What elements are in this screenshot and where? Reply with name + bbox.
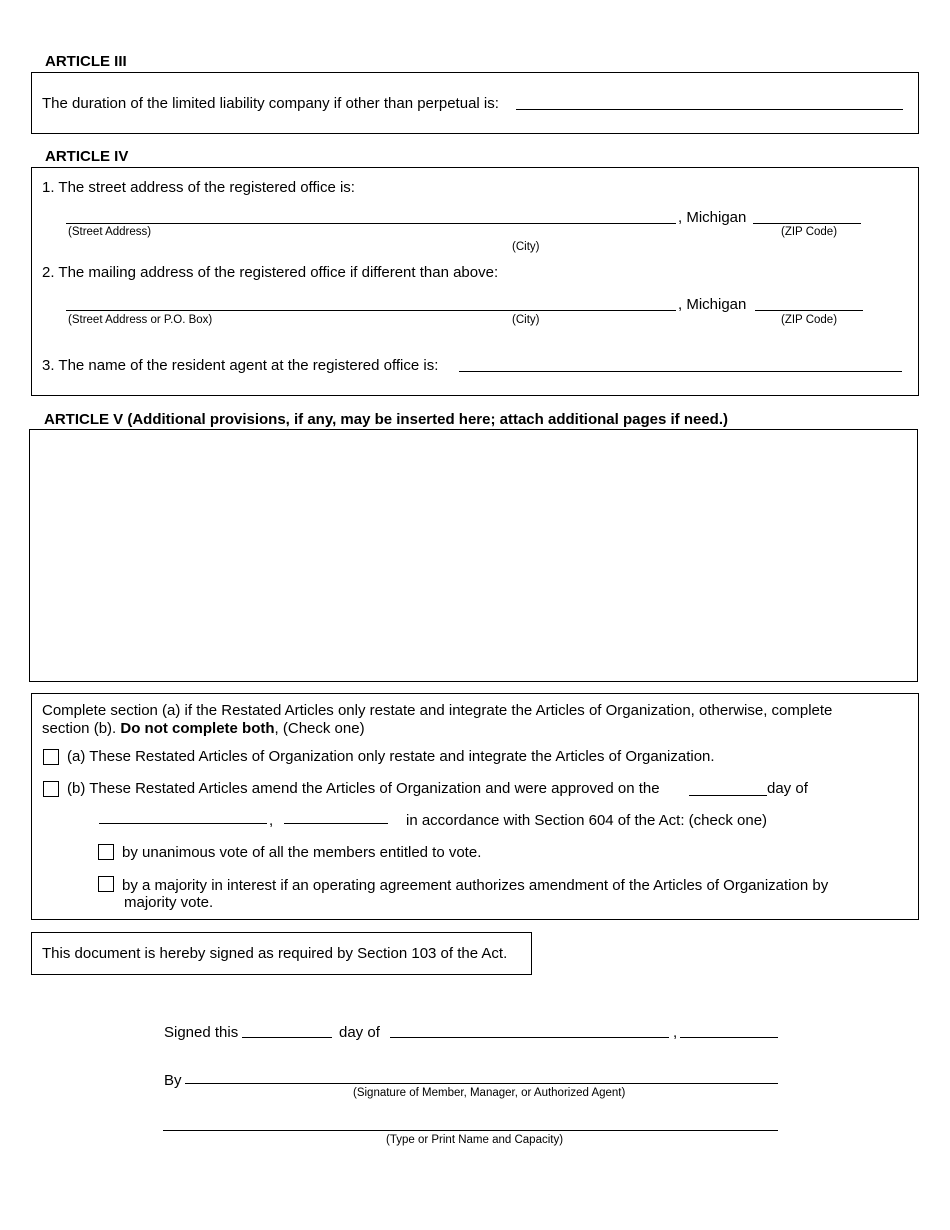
article-3-heading: ARTICLE III — [45, 53, 127, 70]
majority-vote-checkbox[interactable] — [98, 876, 114, 892]
signature-field[interactable] — [185, 1083, 778, 1084]
article-3-box — [31, 72, 919, 134]
section-intro-text: section (b). — [42, 720, 121, 737]
city-caption: (City) — [512, 241, 540, 253]
majority-vote-label-line-2: majority vote. — [124, 894, 214, 911]
section-intro-line-2 — [42, 720, 365, 738]
majority-vote-label-line-1: by a majority in interest if an operating agreement authorizes amendment of the Articles of Organization by — [122, 877, 829, 894]
zip-code-caption-2: (ZIP Code) — [781, 314, 838, 326]
section-intro-line-1: Complete section (a) if the Restated Articles only restate and integrate the Articles of Organization, otherwise, complete — [42, 702, 833, 719]
option-a-checkbox[interactable] — [43, 749, 59, 765]
article-3-duration-label: The duration of the limited liability company if other than perpetual is: — [42, 95, 499, 112]
city-caption-2: (City) — [512, 314, 540, 326]
signed-statement-text: This document is hereby signed as required by Section 103 of the Act. — [42, 945, 508, 962]
accordance-label: in accordance with Section 604 of the Act: (check one) — [406, 812, 768, 829]
unanimous-vote-checkbox[interactable] — [98, 844, 114, 860]
street-address-field[interactable] — [66, 223, 676, 224]
article-5-heading: ARTICLE V (Additional provisions, if any, may be inserted here; attach additional pages if need.) — [44, 411, 729, 428]
signed-this-label: Signed this — [164, 1024, 239, 1041]
comma-separator: , — [269, 812, 274, 829]
signed-comma: , — [673, 1024, 678, 1041]
article-4-heading: ARTICLE IV — [45, 148, 129, 165]
name-capacity-field[interactable] — [163, 1130, 778, 1131]
option-b-label: (b) These Restated Articles amend the Articles of Organization and were approved on the — [67, 780, 660, 797]
mailing-zip-code-field[interactable] — [755, 310, 863, 311]
unanimous-vote-label: by unanimous vote of all the members entitled to vote. — [122, 844, 482, 861]
zip-code-field[interactable] — [753, 223, 861, 224]
signed-day-field[interactable] — [242, 1037, 332, 1038]
restated-articles-box — [31, 693, 919, 920]
mailing-address-label: 2. The mailing address of the registered office if different than above: — [42, 264, 499, 281]
approval-month-field[interactable] — [99, 823, 267, 824]
registered-office-street-label: 1. The street address of the registered office is: — [42, 179, 355, 196]
duration-field[interactable] — [516, 109, 903, 110]
check-one-text: , (Check one) — [274, 720, 365, 737]
do-not-complete-both: Do not complete both — [120, 720, 275, 737]
option-b-checkbox[interactable] — [43, 781, 59, 797]
michigan-label-2: , Michigan — [678, 296, 747, 313]
resident-agent-label: 3. The name of the resident agent at the registered office is: — [42, 357, 439, 374]
additional-provisions-area[interactable] — [29, 429, 918, 682]
resident-agent-field[interactable] — [459, 371, 902, 372]
signature-caption: (Signature of Member, Manager, or Authorized Agent) — [353, 1087, 626, 1099]
signed-month-field[interactable] — [390, 1037, 669, 1038]
signed-statement-box — [31, 932, 532, 975]
approval-day-field[interactable] — [689, 795, 767, 796]
zip-code-caption: (ZIP Code) — [781, 226, 838, 238]
day-of-label: day of — [767, 780, 808, 797]
option-a-label: (a) These Restated Articles of Organization only restate and integrate the Articles of Organization. — [67, 748, 715, 765]
article-4-box — [31, 167, 919, 396]
name-capacity-caption: (Type or Print Name and Capacity) — [386, 1134, 564, 1146]
mailing-address-field[interactable] — [66, 310, 676, 311]
approval-year-field[interactable] — [284, 823, 388, 824]
signed-day-of-label: day of — [339, 1024, 380, 1041]
signed-year-field[interactable] — [680, 1037, 778, 1038]
street-po-caption: (Street Address or P.O. Box) — [68, 314, 213, 326]
street-address-caption: (Street Address) — [68, 226, 152, 238]
by-label: By — [164, 1072, 182, 1089]
michigan-label: , Michigan — [678, 209, 747, 226]
